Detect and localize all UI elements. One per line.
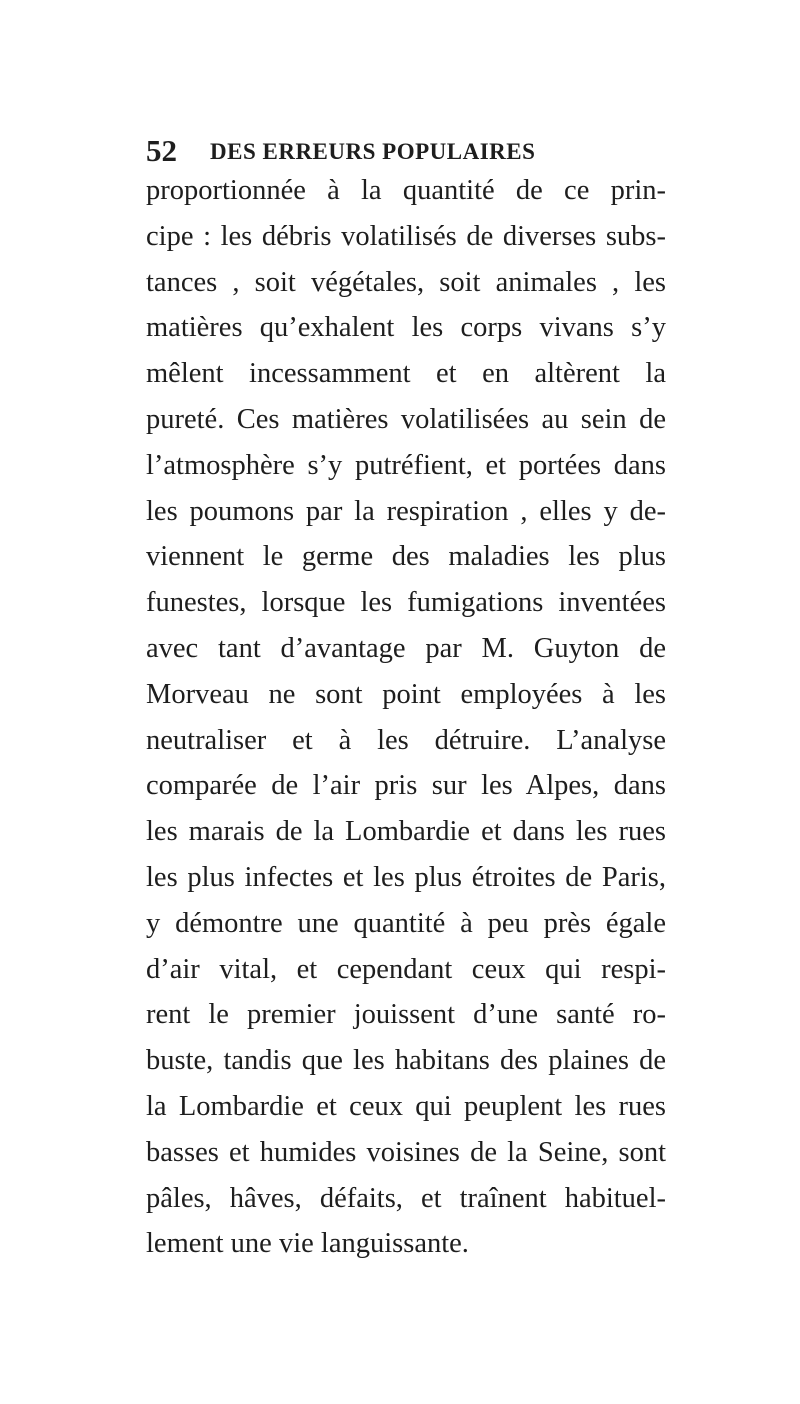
text-line: y démontre une quantité à peu près égale [146, 907, 666, 939]
page-number: 52 [146, 133, 177, 168]
text-line: d’air vital, et cependant ceux qui respi- [146, 953, 666, 985]
text-line: lement une vie languissante. [146, 1228, 469, 1260]
text-line: pâles, hâves, défaits, et traînent habituel- [146, 1182, 666, 1214]
text-line: funestes, lorsque les fumigations inventées [146, 587, 666, 619]
text-line: cipe : les débris volatilisés de diverses subs- [146, 220, 666, 252]
text-line: buste, tandis que les habitans des plaines de [146, 1045, 666, 1077]
text-line: Morveau ne sont point employées à les [146, 678, 666, 710]
text-line: viennent le germe des maladies les plus [146, 541, 666, 573]
text-line: proportionnée à la quantité de ce prin- [146, 175, 666, 206]
text-line: les marais de la Lombardie et dans les rues [146, 816, 666, 848]
body-paragraph [146, 168, 666, 1267]
text-line: basses et humides voisines de la Seine, sont [146, 1136, 666, 1168]
text-line: l’atmosphère s’y putréfient, et portées dans [146, 449, 666, 481]
text-line: neutraliser et à les détruire. L’analyse [146, 724, 666, 756]
text-line: rent le premier jouissent d’une santé ro- [146, 999, 666, 1031]
text-line: les plus infectes et les plus étroites de Paris, [146, 861, 666, 893]
text-line: pureté. Ces matières volatilisées au sein de [146, 403, 666, 435]
text-line: mêlent incessamment et en altèrent la [146, 358, 666, 390]
running-title: DES ERREURS POPULAIRES [210, 139, 536, 164]
text-line: matières qu’exhalent les corps vivans s’y [146, 312, 666, 344]
text-line: la Lombardie et ceux qui peuplent les rues [146, 1090, 666, 1122]
text-line: comparée de l’air pris sur les Alpes, dans [146, 770, 666, 802]
page-header [146, 131, 666, 171]
text-line: tances , soit végétales, soit animales , les [146, 266, 666, 298]
text-line: les poumons par la respiration , elles y de- [146, 495, 666, 527]
text-line: avec tant d’avantage par M. Guyton de [146, 632, 666, 664]
